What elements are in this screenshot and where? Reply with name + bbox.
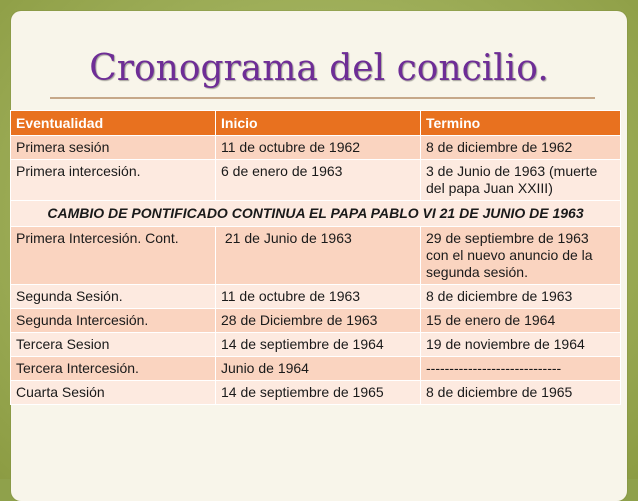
start-cell: Junio de 1964 [216,357,421,381]
event-cell: Segunda Sesión. [11,285,216,309]
table-row [11,309,621,333]
table-row [11,333,621,357]
table-header-row [11,111,621,136]
event-cell: Primera sesión [11,136,216,160]
end-cell: ----------------------------- [421,357,621,381]
slide-title: Cronograma del concilio. [89,48,549,89]
start-cell: 14 de septiembre de 1965 [216,381,421,405]
pontificate-change-banner: CAMBIO DE PONTIFICADO CONTINUA EL PAPA PABLO VI 21 DE JUNIO DE 1963 [11,201,621,227]
end-cell: 15 de enero de 1964 [421,309,621,333]
column-header-inicio: Inicio [216,111,421,136]
start-cell: 6 de enero de 1963 [216,160,421,201]
table-row [11,227,621,285]
start-cell: 14 de septiembre de 1964 [216,333,421,357]
table-row [11,381,621,405]
column-header-eventualidad: Eventualidad [11,111,216,136]
event-cell: Tercera Sesion [11,333,216,357]
pontificate-change-row [11,201,621,227]
start-cell: 21 de Junio de 1963 [216,227,421,285]
end-cell: 19 de noviembre de 1964 [421,333,621,357]
end-cell: 3 de Junio de 1963 (muerte del papa Juan XXIII) [421,160,621,201]
table-row [11,136,621,160]
event-cell: Segunda Intercesión. [11,309,216,333]
event-cell: Primera Intercesión. Cont. [11,227,216,285]
title-underline [50,97,595,99]
end-cell: 29 de septiembre de 1963 con el nuevo anuncio de la segunda sesión. [421,227,621,285]
start-cell: 28 de Diciembre de 1963 [216,309,421,333]
column-header-termino: Termino [421,111,621,136]
event-cell: Cuarta Sesión [11,381,216,405]
schedule-table [10,110,621,405]
event-cell: Primera intercesión. [11,160,216,201]
start-cell: 11 de octubre de 1963 [216,285,421,309]
end-cell: 8 de diciembre de 1963 [421,285,621,309]
start-cell: 11 de octubre de 1962 [216,136,421,160]
table-row [11,285,621,309]
event-cell: Tercera Intercesión. [11,357,216,381]
table-row [11,160,621,201]
table-row [11,357,621,381]
end-cell: 8 de diciembre de 1965 [421,381,621,405]
end-cell: 8 de diciembre de 1962 [421,136,621,160]
